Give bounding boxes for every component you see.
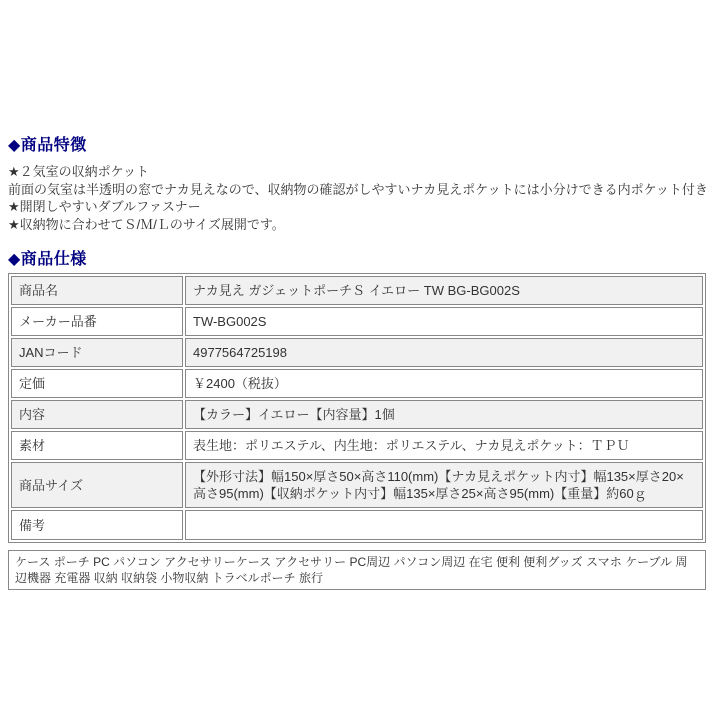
table-row [11, 276, 703, 305]
spec-label: 内容 [11, 400, 183, 429]
spec-label: メーカー品番 [11, 307, 183, 336]
spec-label: JANコード [11, 338, 183, 367]
spec-label: 商品名 [11, 276, 183, 305]
feature-line: ★収納物に合わせてＳ/Ｍ/Ｌのサイズ展開です。 [8, 216, 285, 232]
table-row [11, 400, 703, 429]
spec-value [185, 510, 703, 540]
spec-value: 【カラー】イエロー【内容量】1個 [185, 400, 703, 429]
spec-value: ナカ見え ガジェットポーチＳ イエロー TW BG-BG002S [185, 276, 703, 305]
spec-value: 表生地：ポリエステル、内生地：ポリエステル、ナカ見えポケット：ＴＰＵ [185, 431, 703, 460]
features-list [8, 163, 708, 233]
table-row [11, 510, 703, 540]
spec-label: 商品サイズ [11, 462, 183, 508]
spec-table [8, 273, 706, 543]
spec-label: 定価 [11, 369, 183, 398]
feature-line: ★開閉しやすいダブルファスナー [8, 199, 201, 214]
spec-label: 素材 [11, 431, 183, 460]
spec-value: 4977564725198 [185, 338, 703, 367]
table-row [11, 338, 703, 367]
table-row [11, 431, 703, 460]
specs-heading: ◆商品仕様 [8, 251, 87, 268]
spec-value: TW-BG002S [185, 307, 703, 336]
feature-line: ★２気室の収納ポケット [8, 164, 150, 179]
keywords-text: ケース ポーチ PC パソコン アクセサリーケース アクセサリー PC周辺 パソコン周辺 在宅 便利 便利グッズ スマホ ケーブル 周辺機器 充電器 収納 収納袋 小物収納 トラベルポーチ 旅行 [8, 550, 706, 590]
spec-label: 備考 [11, 510, 183, 540]
feature-line: 前面の気室は半透明の窓でナカ見えなので、収納物の確認がしやすいナカ見えポケットには小分けできる内ポケット付き [8, 181, 708, 197]
table-row [11, 369, 703, 398]
specs-heading-wrap [8, 250, 708, 269]
table-row [11, 462, 703, 508]
table-row [11, 307, 703, 336]
features-heading: ◆商品特徴 [8, 137, 87, 154]
content-area [8, 136, 708, 590]
spec-value: ￥2400（税抜） [185, 369, 703, 398]
spec-value: 【外形寸法】幅150×厚さ50×高さ110(mm)【ナカ見えポケット内寸】幅135×厚さ20×高さ95(mm)【収納ポケット内寸】幅135×厚さ25×高さ95(mm)【重量】約60ｇ [185, 462, 703, 508]
